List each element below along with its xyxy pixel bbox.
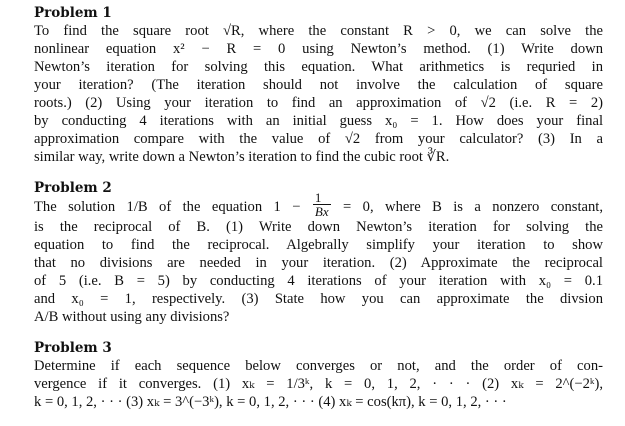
problem-3-text — [34, 357, 603, 411]
text-line: and x₀ = 1, respectively. (3) State how you can approximate the divsion — [34, 291, 603, 307]
problem-2-text — [34, 190, 603, 326]
problem-3 — [34, 339, 603, 411]
problem-1-text — [34, 22, 603, 166]
text-line: vergence if it converges. (1) xₖ = 1/3ᵏ, k = 0, 1, 2, · · · (2) xₖ = 2^(−2ᵏ), — [34, 376, 603, 392]
fraction — [313, 191, 331, 218]
problem-1-heading: Problem 1 — [34, 5, 112, 21]
text-line: Determine if each sequence below converges or not, and the order of con- — [34, 358, 603, 374]
problem-2 — [34, 179, 603, 326]
text-line: by conducting 4 iterations with an initial guess x₀ = 1. How does your final — [34, 113, 603, 129]
text-line: nonlinear equation x² − R = 0 using Newton’s method. (1) Write down — [34, 41, 603, 57]
text-line: is the reciprocal of B. (1) Write down Newton’s iteration for solving the — [34, 219, 603, 235]
text-line-with-fraction — [34, 190, 603, 219]
text-line: To find the square root √R, where the constant R > 0, we can solve the — [34, 23, 603, 39]
text-line: that no divisions are needed in your iteration. (2) Approximate the reciprocal — [34, 255, 603, 271]
text-line: k = 0, 1, 2, · · · (3) xₖ = 3^(−3ᵏ), k = 0, 1, 2, · · · (4) xₖ = cos(kπ), k = 0, 1, 2, · · · — [34, 394, 507, 410]
text-line: similar way, write down a Newton’s iteration to find the cubic root ∛R. — [34, 149, 450, 165]
text-line: roots.) (2) Using your iteration to find an approximation of √2 (i.e. R = 2) — [34, 95, 603, 111]
text-fragment: = 0, where B is a nonzero constant, — [343, 198, 603, 215]
text-line: of 5 (i.e. B = 5) by conducting 4 iterations of your iteration with x₀ = 0.1 — [34, 273, 603, 289]
text-line: A/B without using any divisions? — [34, 309, 230, 325]
text-line: equation to find the reciprocal. Algebrally simplify your iteration to show — [34, 237, 603, 253]
fraction-numerator: 1 — [313, 191, 331, 205]
problem-2-heading: Problem 2 — [34, 180, 112, 196]
text-fragment: The solution 1/B of the equation 1 − — [34, 198, 301, 215]
text-line: your iteration? (The iteration should not involve the calculation of square — [34, 77, 603, 93]
problem-1 — [34, 4, 603, 166]
fraction-denominator: Bx — [314, 204, 329, 219]
text-line: Newton’s iteration for solving this equation. What arithmetics is requried in — [34, 59, 603, 75]
text-line: approximation compare with the value of √2 from your calculator? (3) In a — [34, 131, 603, 147]
problem-3-heading: Problem 3 — [34, 340, 112, 356]
